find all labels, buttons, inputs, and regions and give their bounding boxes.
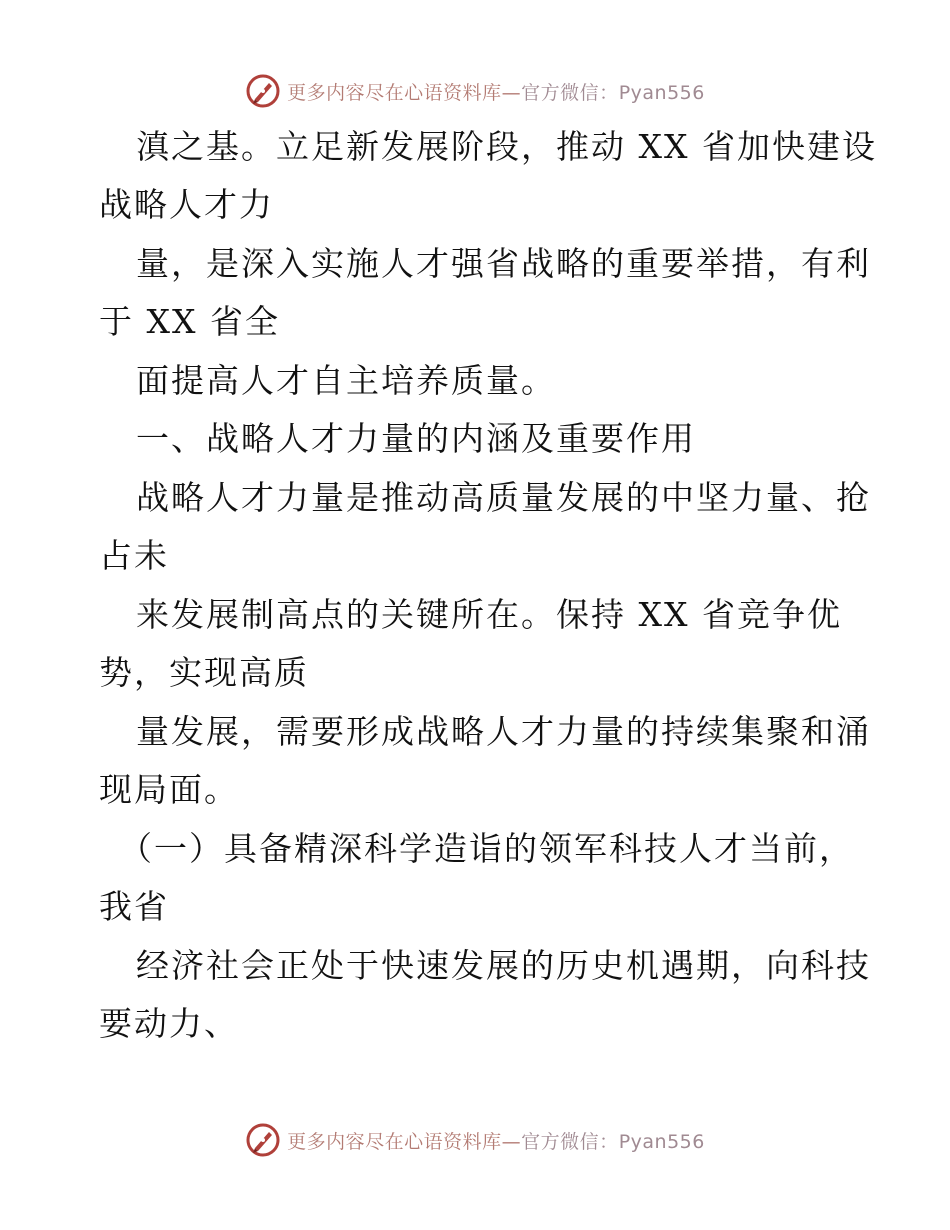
- text-line: 战略人才力: [99, 185, 274, 224]
- text-line: 面提高人才自主培养质量。: [136, 361, 556, 400]
- watermark-text: 更多内容尽在心语资料库—官方微信：Pyan556: [287, 81, 705, 104]
- text-line: 量发展，需要形成战略人才力量的持续集聚和涌: [136, 712, 871, 751]
- text-line: 现局面。: [99, 770, 239, 809]
- text-line: 于 XX 省全: [99, 302, 280, 341]
- text-line: 要动力、: [99, 1004, 239, 1043]
- text-line: 占未: [99, 536, 169, 575]
- subsection-heading: （一）具备精深科学造诣的领军科技人才当前，: [119, 829, 854, 868]
- watermark-text: 更多内容尽在心语资料库—官方微信：Pyan556: [287, 1130, 705, 1153]
- text-line: 量，是深入实施人才强省战略的重要举措，有利: [136, 244, 871, 283]
- text-line: 我省: [99, 887, 169, 926]
- footer-watermark: [0, 1120, 950, 1160]
- text-line: 滇之基。立足新发展阶段，推动 XX 省加快建设: [136, 127, 877, 166]
- text-line: 来发展制高点的关键所在。保持 XX 省竞争优: [136, 595, 842, 634]
- text-line: 势，实现高质: [99, 653, 309, 692]
- pen-logo-icon: [245, 1122, 281, 1158]
- text-line: 经济社会正处于快速发展的历史机遇期，向科技: [136, 946, 871, 985]
- text-line: 战略人才力量是推动高质量发展的中坚力量、抢: [136, 478, 871, 517]
- section-heading: 一、战略人才力量的内涵及重要作用: [136, 419, 696, 458]
